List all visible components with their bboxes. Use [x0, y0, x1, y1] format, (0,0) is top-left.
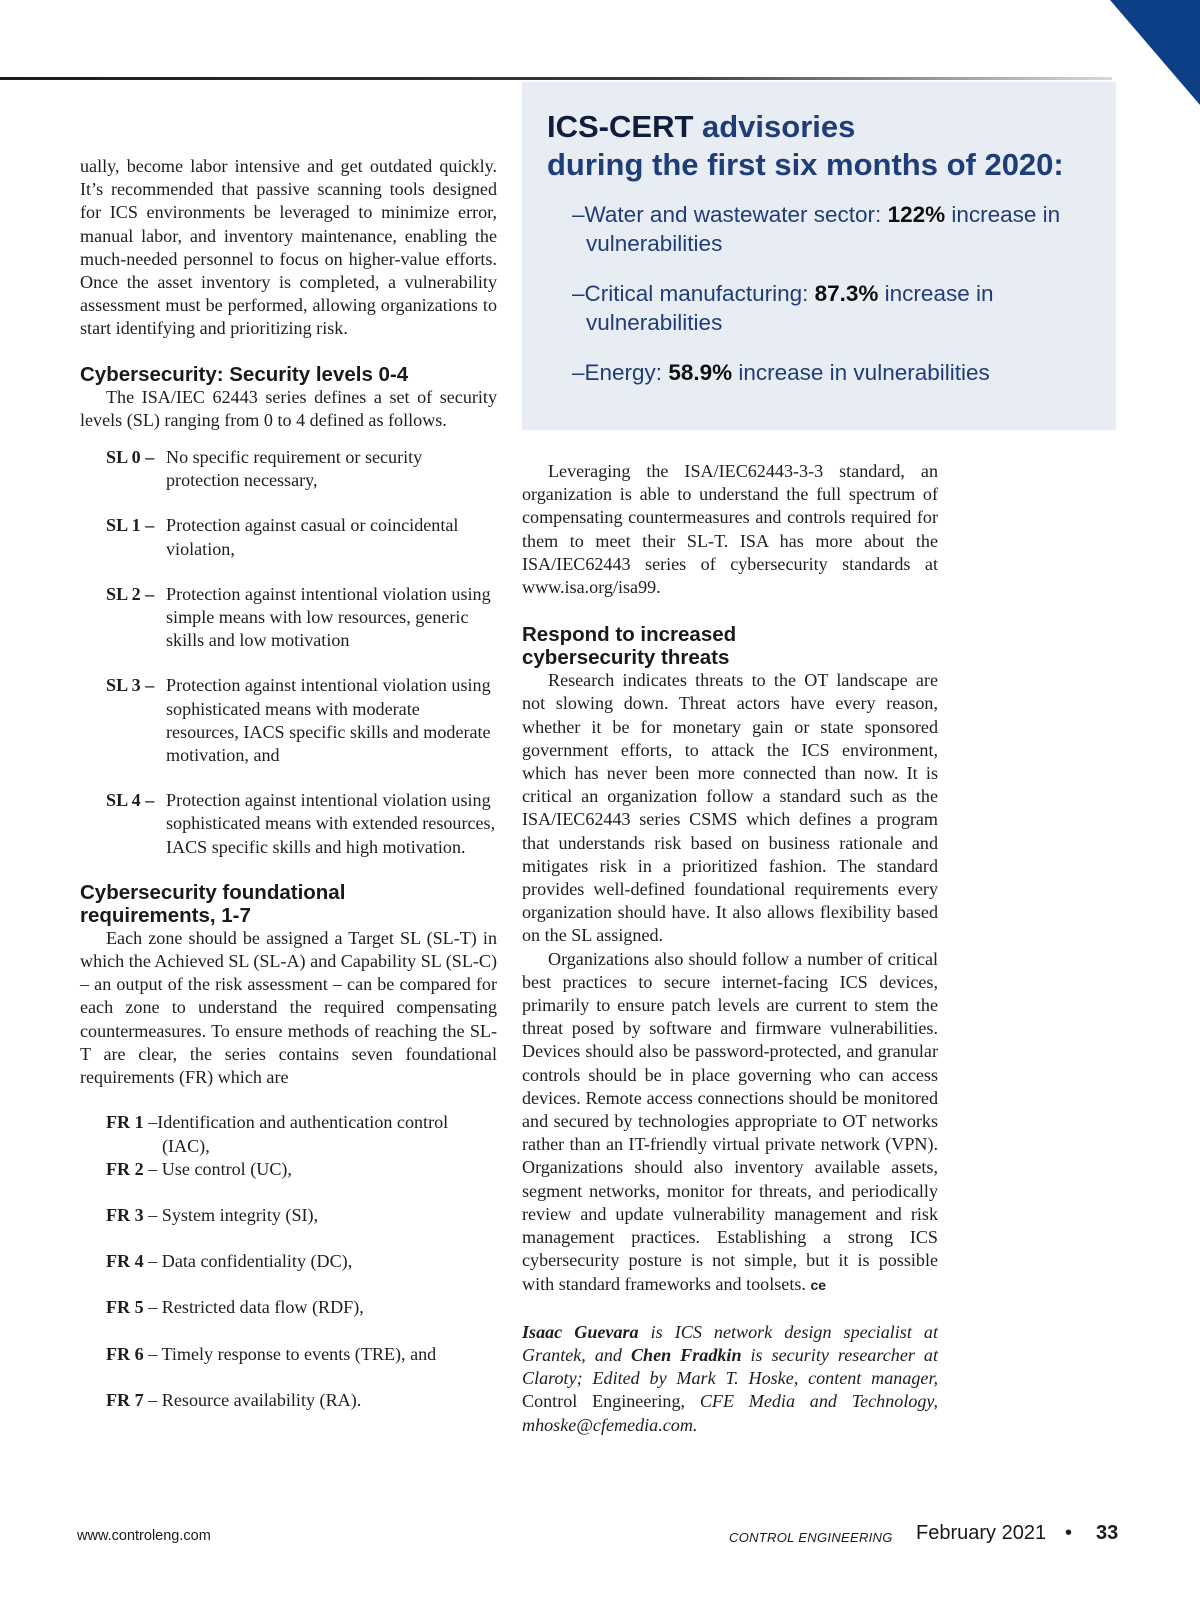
- callout-item-value: 58.9%: [668, 360, 733, 385]
- footer-magazine: CONTROL ENGINEERING: [729, 1530, 893, 1545]
- list-item: [106, 1389, 497, 1412]
- author-name: Chen Fradkin: [630, 1344, 742, 1365]
- footer-date: February 2021: [916, 1522, 1047, 1544]
- heading-line: cybersecurity threats: [522, 646, 730, 670]
- advisories-callout-box: [522, 82, 1116, 430]
- list-item: [572, 358, 1102, 387]
- fr-text: – System integrity (SI),: [143, 1204, 319, 1225]
- callout-item-tail: increase in vulnerabilities: [732, 360, 990, 385]
- list-item: [106, 583, 497, 653]
- callout-title: [547, 108, 1064, 184]
- sl-text: Protection against intentional violation using simple means with low resources, generic skills and low motivation: [166, 583, 491, 651]
- best-practices-paragraph: [522, 948, 938, 1297]
- fr-label: FR 6: [106, 1343, 144, 1364]
- callout-item-tail: increase in vulnerabilities: [586, 281, 994, 335]
- sl-label: SL 0 –: [106, 447, 155, 468]
- list-item: [572, 200, 1102, 258]
- author-bio: [522, 1321, 938, 1437]
- list-item: [106, 1343, 497, 1366]
- fr-label: FR 5: [106, 1297, 144, 1318]
- fr-text: –Identification and authentication control (IAC),: [148, 1112, 449, 1156]
- callout-title-rest: advisories: [693, 109, 856, 144]
- standard-paragraph: Leveraging the ISA/IEC62443-3-3 standard, an organization is able to understand the full spectrum of compensating countermeasures and controls required for them to meet their SL-T. ISA has more about the ISA/IEC62443 series of cybersecurity standards at www.isa.org/isa99.: [522, 461, 938, 598]
- callout-title-line2: during the first six months of 2020:: [547, 147, 1064, 182]
- sl-text: Protection against intentional violation using sophisticated means with extended resources, IACS specific skills and high motivation.: [166, 790, 496, 857]
- fr-label: FR 1: [106, 1112, 144, 1133]
- right-column: [522, 460, 938, 1437]
- end-mark: ce: [810, 1276, 827, 1293]
- callout-item-lead: –Water and wastewater sector:: [572, 202, 888, 227]
- fr-text: – Timely response to events (TRE), and: [143, 1343, 437, 1364]
- fr-label: FR 3: [106, 1204, 144, 1225]
- bio-text: is ICS network design specialist at Grantek, and: [522, 1321, 938, 1365]
- list-item: [106, 674, 497, 767]
- foundational-requirement-list: [106, 1111, 497, 1412]
- fr-intro-paragraph: Each zone should be assigned a Target SL (SL-T) in which the Achieved SL (SL-A) and Capability SL (SL-C) – an output of the risk assessment – can be compared for each zone to understand the required compensating countermeasures. To ensure methods of reaching the SL-T are clear, the series contains seven foundational requirements (FR) which are: [80, 927, 497, 1088]
- fr-label: FR 7: [106, 1389, 144, 1410]
- sl-label: SL 1 –: [106, 515, 155, 536]
- sl-label: SL 3 –: [106, 675, 155, 696]
- sl-label: SL 2 –: [106, 583, 155, 604]
- sl-text: No specific requirement or security protection necessary,: [166, 447, 423, 491]
- list-item: [106, 446, 497, 492]
- security-level-list: [106, 446, 497, 859]
- bio-text: CFE Media and Technology, mhoske@cfemedia.com.: [522, 1391, 938, 1435]
- bio-text: is security researcher at Claroty; Edited by Mark T. Hoske, content manager,: [522, 1344, 938, 1389]
- page-footer: [0, 1522, 1200, 1552]
- left-column: [80, 155, 497, 1435]
- fr-text: – Restricted data flow (RDF),: [143, 1297, 364, 1318]
- footer-bullet: •: [1065, 1522, 1073, 1544]
- fr-label: FR 2: [106, 1158, 144, 1179]
- heading-foundational-requirements: [80, 881, 497, 927]
- sl-label: SL 4 –: [106, 790, 155, 811]
- fr-label: FR 4: [106, 1251, 144, 1272]
- author-name: Isaac Guevara: [522, 1321, 639, 1342]
- callout-item-tail: increase in vulnerabilities: [586, 202, 1061, 256]
- callout-item-lead: –Critical manufacturing:: [572, 281, 815, 306]
- callout-item-value: 122%: [887, 202, 946, 227]
- sl-text: Protection against casual or coincidental violation,: [166, 515, 459, 559]
- list-item: [106, 789, 497, 859]
- page-number: 33: [1096, 1522, 1119, 1544]
- list-item: [106, 1250, 497, 1273]
- fr-text: – Resource availability (RA).: [143, 1389, 362, 1410]
- list-item: [106, 1296, 497, 1319]
- footer-url[interactable]: www.controleng.com: [77, 1528, 211, 1544]
- callout-title-brand: ICS-CERT: [547, 109, 694, 144]
- heading-line: Cybersecurity foundational: [80, 880, 346, 904]
- bio-publication: Control Engineering,: [522, 1391, 686, 1412]
- sl-text: Protection against intentional violation using sophisticated means with moderate resources, IACS specific skills and moderate motivation, and: [166, 675, 491, 766]
- intro-paragraph: ually, become labor intensive and get outdated quickly. It’s recommended that passive scanning tools designed for ICS environments be leveraged to minimize error, manual labor, and inventory maintenance, enabling the much-needed personnel to focus on higher-value efforts. Once the asset inventory is completed, a vulnerability assessment must be performed, allowing organizations to start identifying and prioritizing risk.: [80, 156, 497, 339]
- callout-list: [572, 200, 1102, 408]
- heading-security-levels: Cybersecurity: Security levels 0-4: [80, 362, 409, 386]
- fr-text: – Use control (UC),: [143, 1158, 292, 1179]
- header-rule: [0, 77, 1112, 80]
- list-item: [572, 279, 1102, 337]
- heading-respond-threats: [522, 623, 938, 669]
- heading-line: Respond to increased: [522, 623, 737, 647]
- heading-line: requirements, 1-7: [80, 903, 251, 927]
- best-practices-text: Organizations also should follow a number of critical best practices to secure internet-facing ICS devices, primarily to ensure patch levels are current to stem the threat posed by software and firmware vulnerabilities. Devices should also be password-protected, and granular controls should be in place governing who can access devices. Remote access connections should be monitored and secured by technologies appropriate to OT networks rather than an IT-friendly virtual private network (VPN). Organizations should also inventory available assets, segment networks, monitor for threats, and periodically review and update vulnerability management and risk management practices. Establishing a strong ICS cybersecurity posture is not simple, but it is possible with standard frameworks and toolsets.: [522, 948, 938, 1294]
- callout-item-value: 87.3%: [814, 281, 879, 306]
- list-item: [106, 1204, 497, 1227]
- callout-item-lead: –Energy:: [572, 360, 669, 385]
- list-item: [106, 514, 497, 560]
- list-item: [106, 1158, 497, 1181]
- list-item: [106, 1111, 497, 1157]
- levels-intro-paragraph: The ISA/IEC 62443 series defines a set of security levels (SL) ranging from 0 to 4 defined as follows.: [80, 386, 497, 430]
- research-paragraph: Research indicates threats to the OT landscape are not slowing down. Threat actors have every reason, whether it be for monetary gain or state sponsored government efforts, to attack the ICS environment, which has never been more connected than now. It is critical an organization follow a standard such as the ISA/IEC62443 series CSMS which defines a program that understands risk based on business rationale and mitigates risk in a prioritized fashion. The standard provides well-defined foundational requirements every organization should have. It also allows flexibility based on the SL assigned.: [522, 670, 938, 946]
- fr-text: – Data confidentiality (DC),: [143, 1251, 353, 1272]
